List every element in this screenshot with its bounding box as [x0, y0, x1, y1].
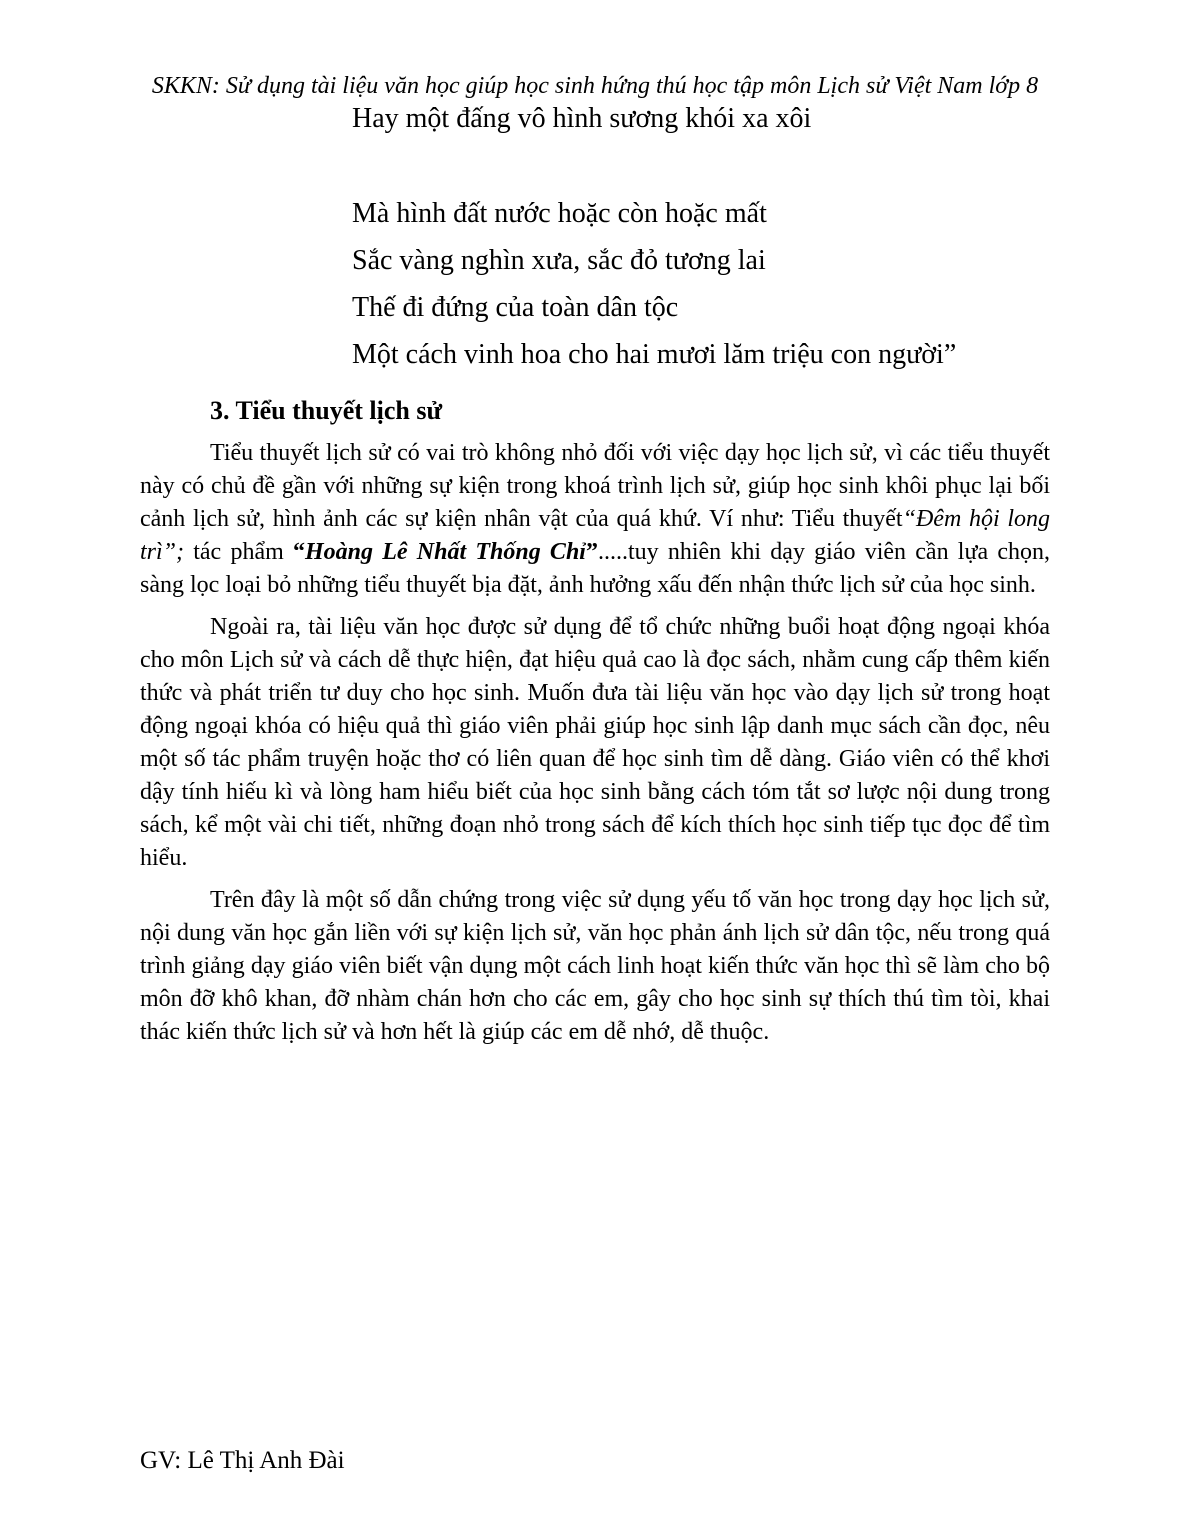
- running-header: SKKN: Sử dụng tài liệu văn học giúp học sinh hứng thú học tập môn Lịch sử Việt Nam lớp 8: [151, 73, 1039, 99]
- text-segment: “: [293, 539, 305, 565]
- text-segment: .....tuy nhiên khi dạy giáo viên cần lựa chọn, sàng lọc loại bỏ những tiểu thuyết bịa đặt, ảnh hưởng xấu đến nhận thức lịch sử của học sinh.: [140, 539, 1051, 598]
- poem-block: [352, 190, 1050, 378]
- poem-line: Thế đi đứng của toàn dân tộc: [352, 292, 679, 323]
- poem-line: Mà hình đất nước hoặc còn hoặc mất: [352, 198, 767, 229]
- paragraph-conclusion: Trên đây là một số dẫn chứng trong việc sử dụng yếu tố văn học trong dạy học lịch sử, nội dung văn học gắn liền với sự kiện lịch sử, văn học phản ánh lịch sử dân tộc, nếu trong quá trình giảng dạy giáo viên biết vận dụng một cách linh hoạt kiến thức văn học thì sẽ làm cho bộ môn đỡ khô khan, đỡ nhàm chán hơn cho các em, gây cho học sinh sự thích thú tìm tòi, khai thác kiến thức lịch sử và hơn hết là giúp các em dễ nhớ, dễ thuộc.: [140, 887, 1050, 1045]
- poem-opening-line: Hay một đấng vô hình sương khói xa xôi: [352, 103, 812, 134]
- poem-line: Một cách vinh hoa cho hai mươi lăm triệu con người”: [352, 339, 957, 370]
- paragraph-novels: [140, 437, 1050, 602]
- footer-author: GV: Lê Thị Anh Đài: [140, 1447, 345, 1474]
- section-heading: 3. Tiểu thuyết lịch sử: [210, 396, 443, 425]
- text-segment: Hoàng Lê Nhất Thống Chỉ: [305, 539, 586, 565]
- text-segment: ”: [585, 539, 598, 565]
- text-segment: tác phẩm: [184, 539, 293, 565]
- poem-line: Sắc vàng nghìn xưa, sắc đỏ tương lai: [352, 245, 766, 276]
- text-segment: “Đêm hội long trì”;: [140, 506, 1051, 565]
- paragraph-extracurricular: Ngoài ra, tài liệu văn học được sử dụng để tổ chức những buổi hoạt động ngoại khóa cho môn Lịch sử và cách dễ thực hiện, đạt hiệu quả cao là đọc sách, nhằm cung cấp thêm kiến thức và phát triển tư duy cho học sinh. Muốn đưa tài liệu văn học vào dạy lịch sử trong hoạt động ngoại khóa có hiệu quả thì giáo viên phải giúp học sinh lập danh mục sách cần đọc, nêu một số tác phẩm truyện hoặc thơ có liên quan để học sinh tìm dễ dàng. Giáo viên có thể khơi dậy tính hiếu kì và lòng ham hiểu biết của học sinh bằng cách tóm tắt sơ lược nội dung trong sách, kể một vài chi tiết, những đoạn nhỏ trong sách để kích thích học sinh tiếp tục đọc để tìm hiểu.: [140, 614, 1050, 871]
- text-segment: Tiểu thuyết lịch sử có vai trò không nhỏ đối với việc dạy học lịch sử, vì các tiểu thuyết này có chủ đề gần với những sự kiện trong khoá trình lịch sử, giúp học sinh khôi phục lại bối cảnh lịch sử, hình ảnh các sự kiện nhân vật của quá khứ. Ví như: Tiểu thuyết: [140, 440, 1050, 532]
